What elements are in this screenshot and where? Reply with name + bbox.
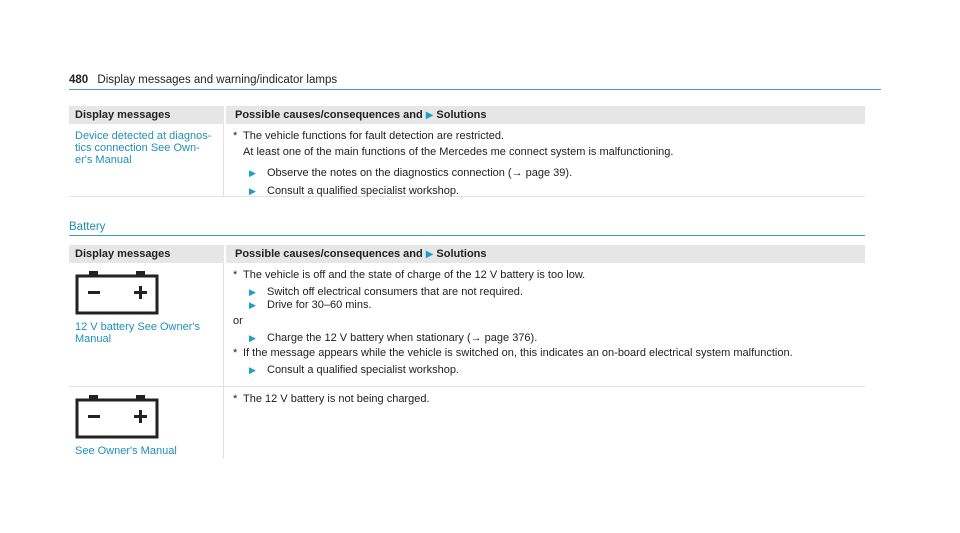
- message-text: Device detected at diagnos- tics connection See Own- er's Manual: [75, 130, 212, 166]
- message-text: 12 V battery See Owner's Manual: [75, 321, 200, 345]
- or-text: or: [233, 315, 243, 327]
- cause-text: The vehicle is off and the state of charge of the 12 V battery is too low.: [243, 269, 586, 281]
- table-row: [69, 124, 865, 197]
- col-causes: [224, 106, 865, 124]
- col-solutions-label: Solutions: [436, 248, 487, 260]
- battery-table: [69, 245, 865, 459]
- row-causes: [224, 124, 865, 196]
- table-row: [69, 387, 865, 459]
- col-causes-label: Possible causes/consequences and: [235, 248, 423, 260]
- cause-item: * The vehicle is off and the state of charge of the 12 V battery is too low.: [233, 269, 586, 281]
- col-causes: [224, 245, 865, 263]
- diagnostics-table: [69, 106, 865, 197]
- solution-step: [233, 286, 865, 299]
- cause-item: * The 12 V battery is not being charged.: [233, 393, 430, 405]
- cause-text: If the message appears while the vehicle is switched on, this indicates an on-board electrical system malfunction.: [243, 347, 793, 359]
- battery-icon: [75, 394, 159, 439]
- solution-step: [233, 332, 865, 345]
- solution-step: [233, 299, 865, 312]
- triangle-right-icon: ▶: [249, 333, 256, 343]
- page-number: 480: [69, 74, 89, 86]
- step-text: Drive for 30–60 mins.: [267, 299, 372, 311]
- step-text: Observe the notes on the diagnostics connection (→ page 39).: [267, 167, 573, 179]
- section-title: [69, 221, 865, 236]
- col-display-messages: Display messages: [75, 248, 171, 260]
- triangle-right-icon: ▶: [249, 365, 256, 375]
- col-display-messages: Display messages: [75, 109, 171, 121]
- solution-step: [233, 364, 865, 377]
- triangle-right-icon: ▶: [425, 248, 434, 260]
- triangle-right-icon: ▶: [249, 186, 256, 196]
- cause-item: * If the message appears while the vehicle is switched on, this indicates an on-board electrical system malfunction.: [233, 347, 793, 359]
- page-title: Display messages and warning/indicator lamps: [97, 74, 338, 86]
- table-row: [69, 263, 865, 387]
- row-causes: [224, 387, 865, 459]
- step-text: Switch off electrical consumers that are not required.: [267, 286, 523, 298]
- row-message[interactable]: [69, 263, 224, 386]
- row-message[interactable]: [69, 124, 224, 196]
- col-solutions-label: Solutions: [436, 109, 487, 121]
- col-causes-label: Possible causes/consequences and: [235, 109, 423, 121]
- solution-step: [233, 167, 865, 180]
- triangle-right-icon: ▶: [425, 109, 434, 121]
- section-title-text: Battery: [69, 221, 106, 233]
- cause-text: The vehicle functions for fault detection are restricted.: [243, 130, 505, 142]
- triangle-right-icon: ▶: [249, 300, 256, 310]
- step-text: Consult a qualified specialist workshop.: [267, 185, 459, 197]
- row-message[interactable]: [69, 387, 224, 459]
- page-header: [69, 74, 881, 90]
- message-text: See Owner's Manual: [75, 445, 177, 457]
- row-causes: [224, 263, 865, 386]
- table-header: [69, 106, 865, 124]
- table-header: [69, 245, 865, 263]
- battery-icon: [75, 270, 159, 315]
- step-text: Consult a qualified specialist workshop.: [267, 364, 459, 376]
- triangle-right-icon: ▶: [249, 287, 256, 297]
- step-text: Charge the 12 V battery when stationary (→ page 376).: [267, 332, 538, 344]
- cause-item: * The vehicle functions for fault detection are restricted.: [233, 130, 505, 142]
- solution-step: [233, 185, 865, 198]
- detail-text: At least one of the main functions of the Mercedes me connect system is malfunctioning.: [243, 146, 674, 158]
- cause-text: The 12 V battery is not being charged.: [243, 393, 430, 405]
- triangle-right-icon: ▶: [249, 168, 256, 178]
